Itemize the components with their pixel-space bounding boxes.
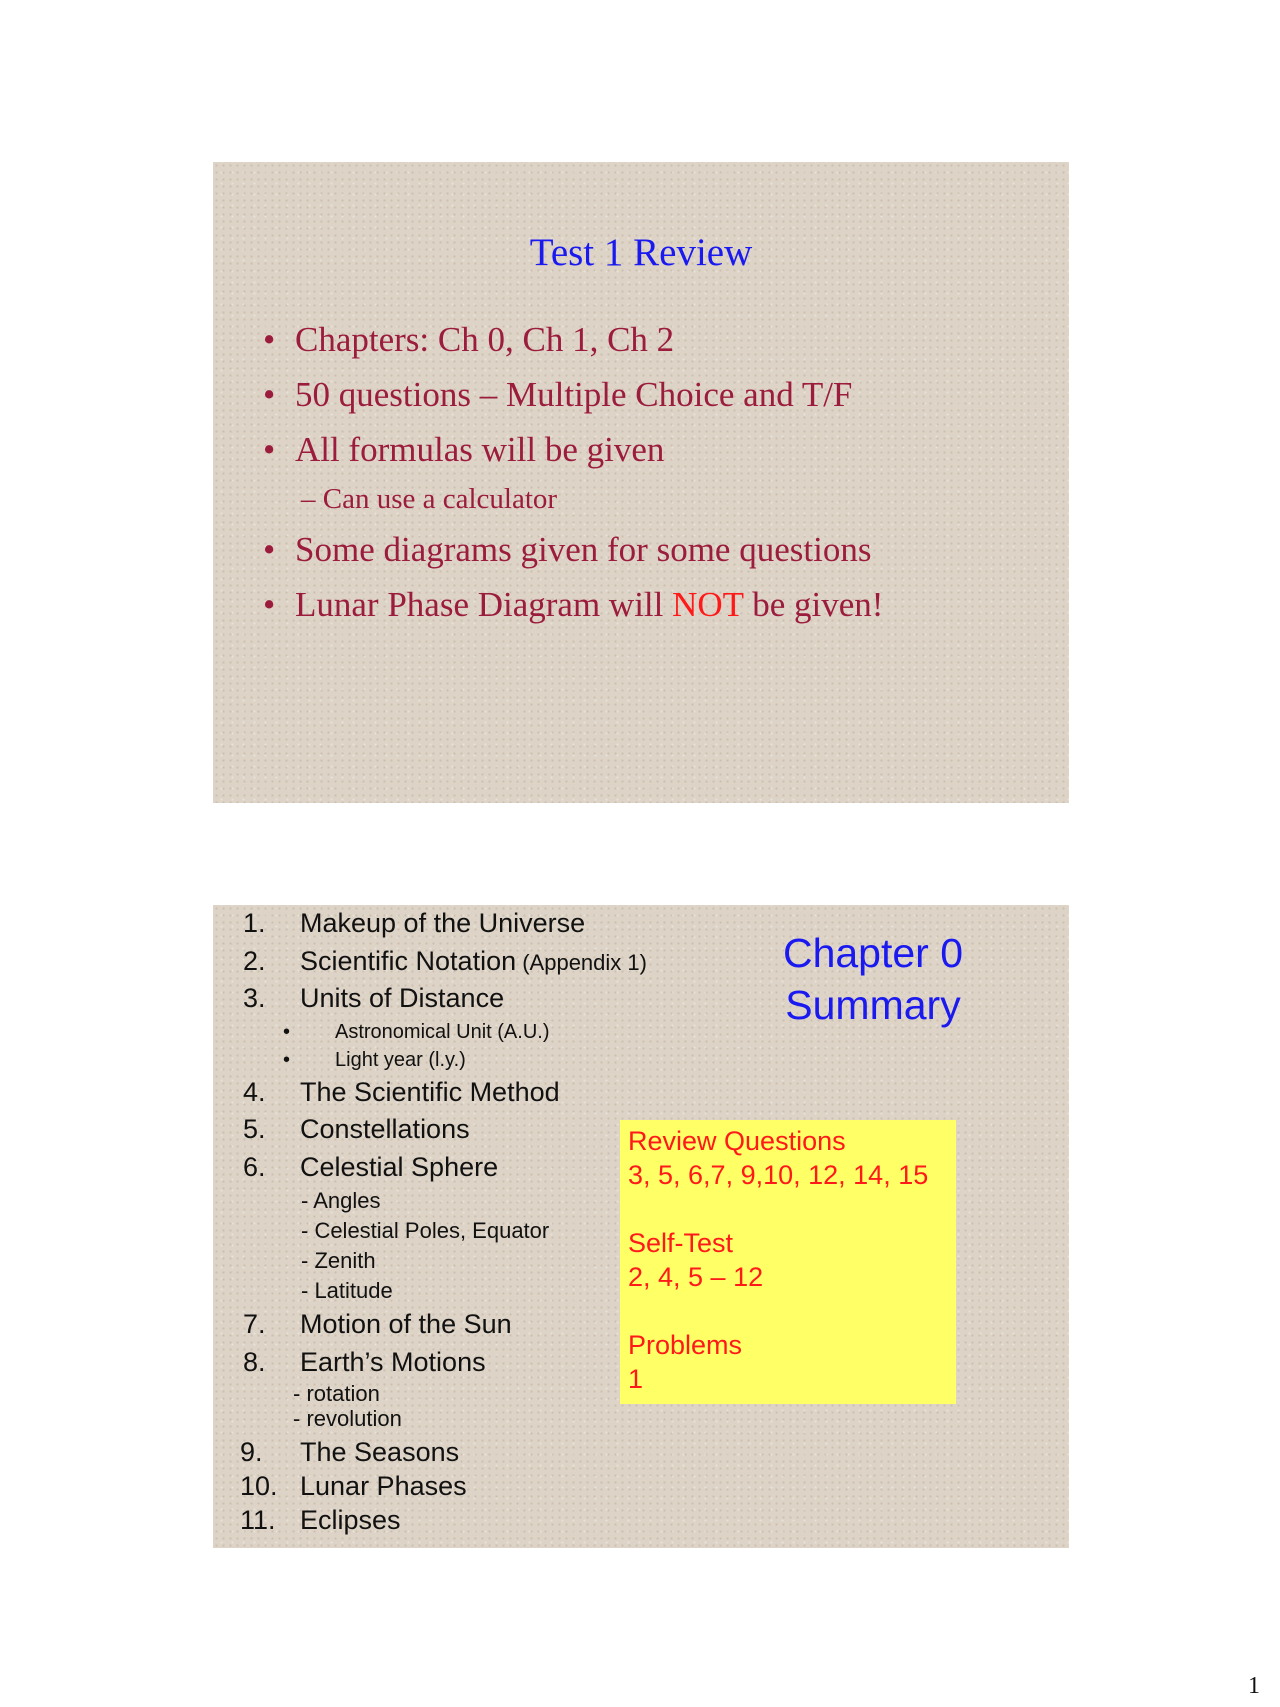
topic-text: Units of Distance — [300, 983, 505, 1013]
lunar-not-emphasis: NOT — [672, 585, 744, 624]
slide-title — [743, 927, 1003, 1031]
topic-num: 10. — [240, 1471, 278, 1501]
sub-bullet-text: Light year (l.y.) — [335, 1048, 466, 1071]
sub-item-text: - Zenith — [301, 1248, 376, 1273]
self-test-label: Self-Test — [628, 1228, 734, 1258]
topic-num: 1. — [243, 908, 266, 938]
topic-num: 6. — [243, 1151, 266, 1182]
topic-num: 5. — [243, 1114, 266, 1144]
slide-chapter0-summary — [213, 905, 1069, 1548]
topic-text: Celestial Sphere — [300, 1151, 499, 1182]
topic-num: 2. — [243, 945, 266, 976]
spacer — [628, 1294, 956, 1328]
topic-num: 3. — [243, 983, 266, 1013]
page-number: 1 — [1248, 1673, 1260, 1699]
sub-item-text: - Latitude — [301, 1278, 393, 1303]
bullet-dot: • — [283, 1048, 291, 1071]
topic-text-main: Scientific Notation — [300, 945, 517, 976]
sub-item-text: - revolution — [293, 1406, 402, 1431]
topic-text: Motion of the Sun — [300, 1309, 512, 1339]
sub-bullet-text: Astronomical Unit (A.U.) — [335, 1020, 550, 1043]
self-test-values: 2, 4, 5 – 12 — [628, 1262, 764, 1292]
bullet-chapters: • Chapters: Ch 0, Ch 1, Ch 2 — [263, 312, 883, 367]
topic-text: The Seasons — [300, 1437, 460, 1467]
topic-text: Eclipses — [300, 1505, 401, 1535]
title-line-summary: Summary — [785, 982, 961, 1028]
slide-test1-review — [213, 162, 1069, 803]
topic-num: 9. — [240, 1437, 263, 1467]
topic-text: Lunar Phases — [300, 1471, 467, 1501]
lunar-text-after: be given! — [743, 585, 884, 624]
bullet-dot: • — [283, 1020, 291, 1043]
topic-num: 8. — [243, 1346, 266, 1377]
topic-note: (Appendix 1) — [516, 949, 647, 975]
topic-text: Earth’s Motions — [300, 1346, 486, 1377]
problems-values: 1 — [628, 1364, 644, 1394]
topic-num: 4. — [243, 1076, 266, 1107]
topic-num: 7. — [243, 1309, 266, 1339]
topic-text — [300, 943, 647, 982]
sub-item-text: - Celestial Poles, Equator — [301, 1218, 550, 1243]
sub-item-text: - Angles — [301, 1188, 381, 1213]
topic-num: 11. — [240, 1505, 276, 1535]
bullet-list — [263, 312, 883, 632]
review-questions-label: Review Questions — [628, 1126, 846, 1156]
topic-text: The Scientific Method — [300, 1076, 560, 1107]
sub-bullet-calculator: – Can use a calculator — [301, 483, 558, 515]
title-line-chapter: Chapter 0 — [782, 930, 964, 976]
lunar-text-before: Lunar Phase Diagram will — [295, 585, 673, 624]
review-questions-box — [620, 1120, 956, 1404]
sub-item-text: - rotation — [293, 1381, 380, 1406]
bullet-lunar-phase — [263, 577, 883, 632]
bullet-questions: • 50 questions – Multiple Choice and T/F — [263, 367, 883, 422]
problems-label: Problems — [628, 1330, 743, 1360]
spacer — [628, 1192, 956, 1226]
review-questions-values: 3, 5, 6,7, 9,10, 12, 14, 15 — [628, 1160, 929, 1190]
topic-text: Makeup of the Universe — [300, 908, 586, 938]
slide-title: Test 1 Review — [529, 231, 753, 274]
bullet-formulas: • All formulas will be given — [263, 422, 883, 477]
bullet-diagrams: • Some diagrams given for some questions — [263, 522, 883, 577]
topic-text: Constellations — [300, 1114, 470, 1144]
